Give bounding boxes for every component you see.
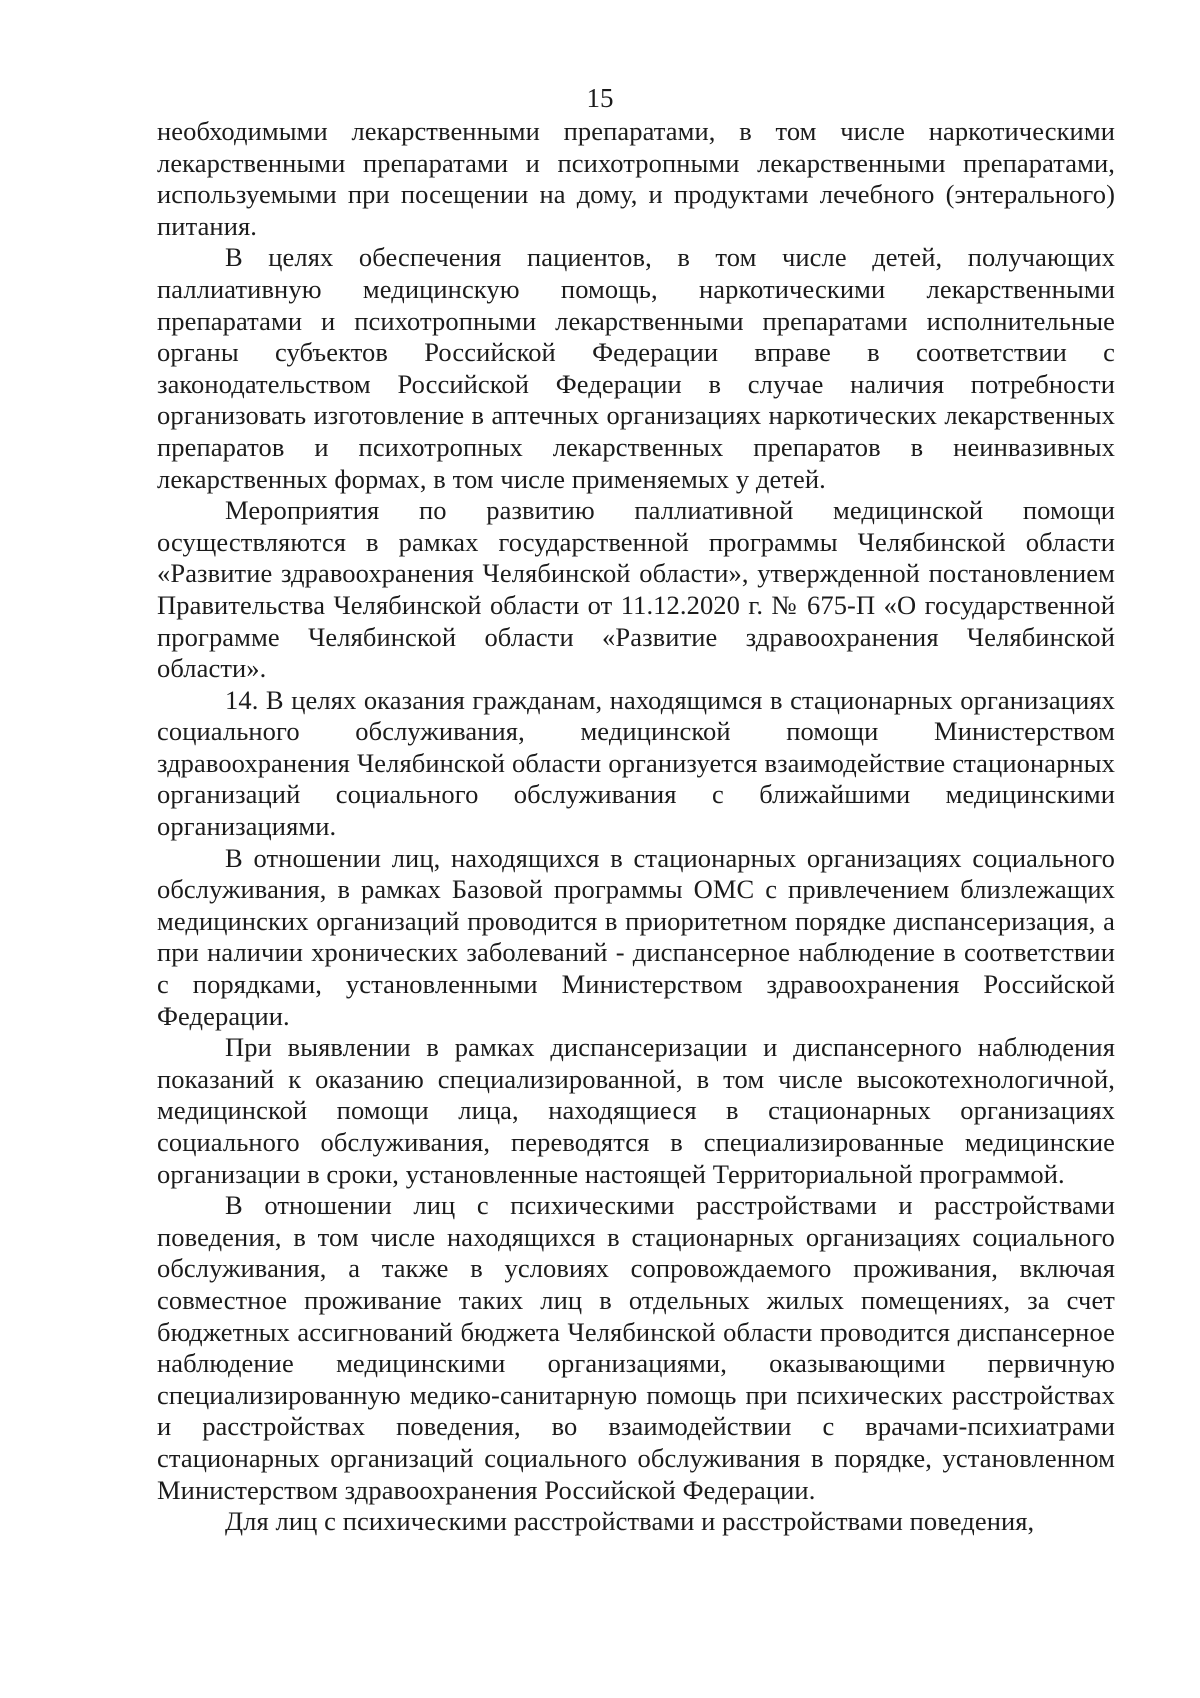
document-body <box>157 116 1115 1538</box>
paragraph-item-14: 14. В целях оказания гражданам, находящимся в стационарных организациях социального обслуживания, медицинской помощи Министерством здравоохранения Челябинской области организуется взаимодействие стационарных организаций социального обслуживания с ближайшими медицинскими организациями. <box>157 684 1115 842</box>
page-number: 15 <box>586 83 614 113</box>
paragraph-dispensarization: В отношении лиц, находящихся в стационарных организациях социального обслуживания, в рамках Базовой программы ОМС с привлечением близлежащих медицинских организаций проводится в приоритетном порядке диспансеризация, а при наличии хронических заболеваний - диспансерное наблюдение в соответствии с порядками, установленными Министерством здравоохранения Российской Федерации. <box>157 842 1115 1031</box>
paragraph-mental-disorders-observation: В отношении лиц с психическими расстройствами и расстройствами поведения, в том числе находящихся в стационарных организациях социального обслуживания, а также в условиях сопровождаемого проживания, включая совместное проживание таких лиц в отдельных жилых помещениях, за счет бюджетных ассигнований бюджета Челябинской области проводится диспансерное наблюдение медицинскими организациями, оказывающими первичную специализированную медико-санитарную помощь при психических расстройствах и расстройствах поведения, во взаимодействии с врачами-психиатрами стационарных организаций социального обслуживания в порядке, установленном Министерством здравоохранения Российской Федерации. <box>157 1190 1115 1505</box>
paragraph-continuation: необходимыми лекарственными препаратами, в том числе наркотическими лекарственными препаратами и психотропными лекарственными препаратами, используемыми при посещении на дому, и продуктами лечебного (энтерального) питания. <box>157 116 1115 241</box>
paragraph-specialized-care-transfer: При выявлении в рамках диспансеризации и диспансерного наблюдения показаний к оказанию специализированной, в том числе высокотехнологичной, медицинской помощи лица, находящиеся в стационарных организациях социального обслуживания, переводятся в специализированные медицинские организации в сроки, установленные настоящей Территориальной программой. <box>157 1032 1115 1189</box>
paragraph-palliative-program: Мероприятия по развитию паллиативной медицинской помощи осуществляются в рамках государственной программы Челябинской области «Развитие здравоохранения Челябинской области», утвержденной постановлением Правительства Челябинской области от 11.12.2020 г. № 675-П «О государственной программе Челябинской области «Развитие здравоохранения Челябинской области». <box>157 495 1115 684</box>
paragraph-mental-disorders-continued: Для лиц с психическими расстройствами и расстройствами поведения, <box>225 1506 1035 1537</box>
paragraph-narcotic-drugs-supply: В целях обеспечения пациентов, в том числе детей, получающих паллиативную медицинскую помощь, наркотическими лекарственными препаратами и психотропными лекарственными препаратами исполнительные органы субъектов Российской Федерации вправе в соответствии с законодательством Российской Федерации в случае наличия потребности организовать изготовление в аптечных организациях наркотических лекарственных препаратов и психотропных лекарственных препаратов в неинвазивных лекарственных формах, в том числе применяемых у детей. <box>157 242 1115 494</box>
